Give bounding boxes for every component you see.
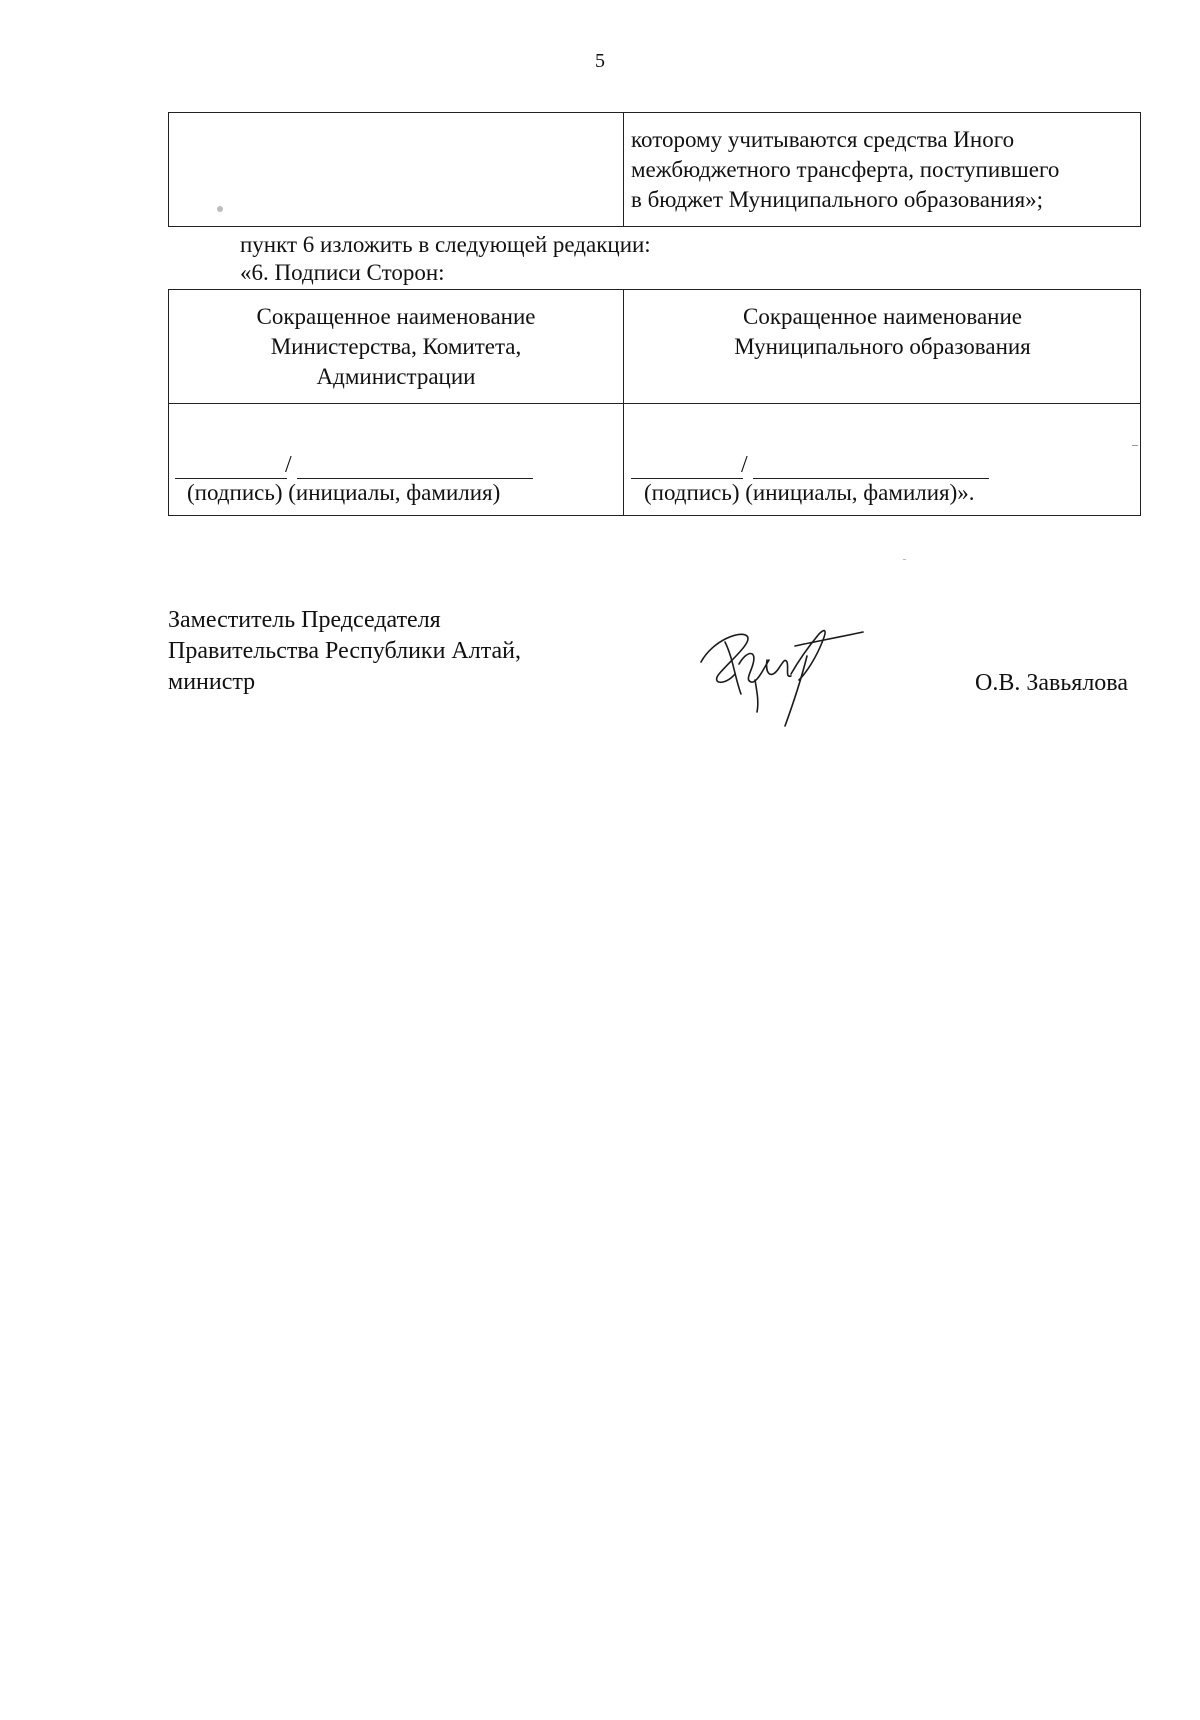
- signatory-position: [168, 605, 521, 698]
- signature-slash: /: [285, 452, 292, 478]
- ministry-signature-caption: (подпись) (инициалы, фамилия): [187, 480, 501, 505]
- continuation-line: межбюджетного трансферта, поступившего: [631, 157, 1060, 182]
- position-line: Заместитель Председателя: [168, 607, 441, 633]
- continuation-table: [168, 112, 1141, 227]
- municipality-signature-caption: (подпись) (инициалы, фамилия)».: [644, 480, 975, 505]
- continuation-line: в бюджет Муниципального образования»;: [631, 187, 1044, 212]
- section-heading: «6. Подписи Сторон:: [240, 260, 445, 285]
- amendment-instruction: пункт 6 изложить в следующей редакции:: [240, 232, 651, 257]
- signature-blank: [175, 450, 287, 479]
- signature-blank: [631, 450, 743, 479]
- name-blank: [297, 450, 533, 479]
- header-line: Сокращенное наименование: [743, 304, 1022, 329]
- continuation-line: которому учитываются средства Иного: [631, 127, 1015, 152]
- continuation-cell-text: [631, 125, 1134, 215]
- margin-mark: [1132, 445, 1138, 446]
- scan-speck: [217, 206, 223, 212]
- header-line: Сокращенное наименование: [256, 304, 536, 329]
- signature-slash: /: [741, 452, 748, 478]
- position-line: министр: [168, 669, 256, 695]
- header-line: Муниципального образования: [734, 334, 1031, 359]
- name-blank: [753, 450, 989, 479]
- ministry-header-cell: [169, 302, 623, 392]
- signatures-table: [168, 289, 1141, 516]
- table-column-divider: [623, 113, 624, 226]
- position-line: Правительства Республики Алтай,: [168, 638, 522, 664]
- page-number: 5: [595, 50, 605, 72]
- header-line: Администрации: [316, 364, 476, 389]
- municipality-header-cell: [625, 302, 1140, 362]
- scan-speck: [903, 559, 906, 560]
- handwritten-signature-icon: [695, 620, 870, 730]
- signatory-name: О.В. Завьялова: [975, 670, 1128, 696]
- header-line: Министерства, Комитета,: [270, 334, 522, 359]
- table-row-divider: [169, 403, 1140, 404]
